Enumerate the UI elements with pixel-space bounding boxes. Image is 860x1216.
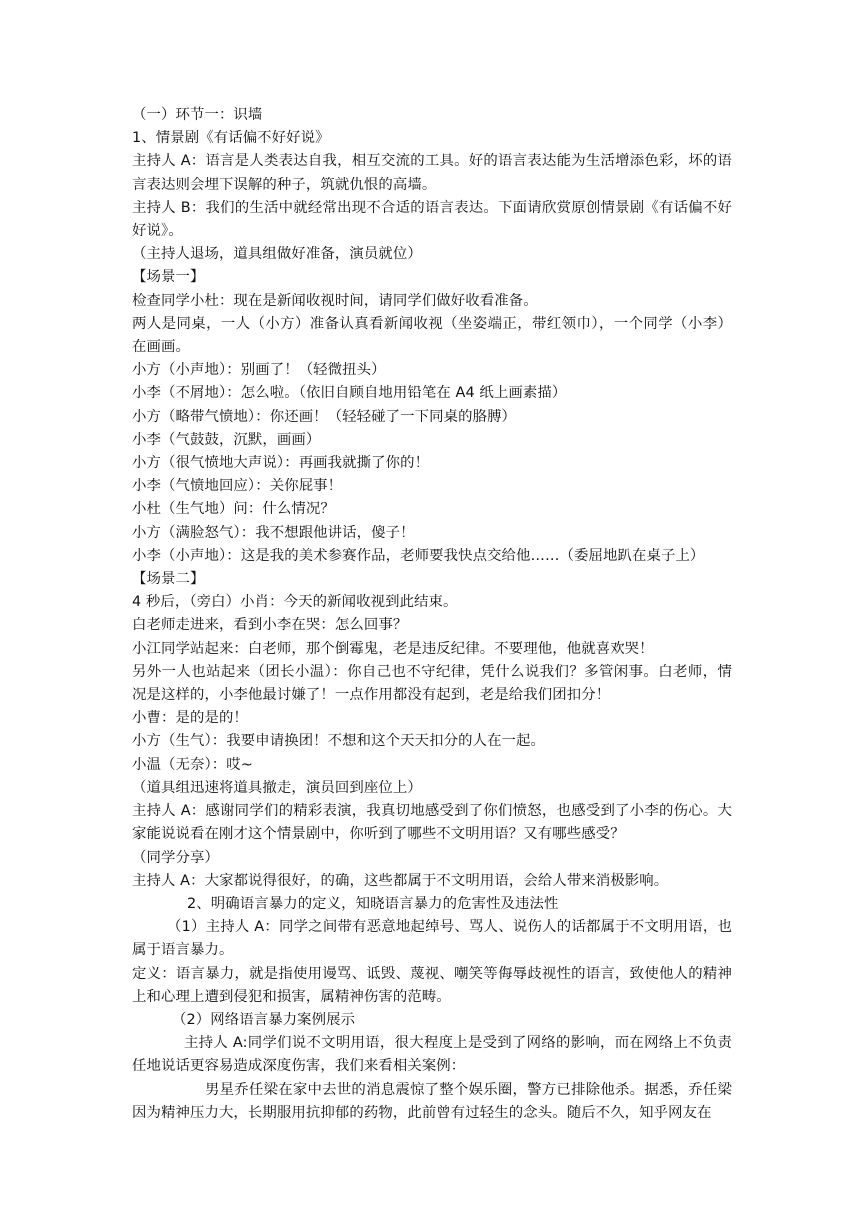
dialogue-line: 小方（满脸怒气）：我不想跟他讲话，傻子！ xyxy=(132,524,415,541)
dialogue-line: 小李（气愤地回应）：关你屁事！ xyxy=(132,478,343,495)
stage-direction: （同学分享） xyxy=(132,849,219,866)
paragraph: 主持人 A：语言是人类表达自我，相互交流的工具。好的语言表达能为生活增添色彩，坏的语言表达则会埋下误解的种子，筑就仇恨的高墙。 xyxy=(132,153,732,193)
dialogue-line: 小方（很气愤地大声说）：再画我就撕了你的！ xyxy=(132,455,430,472)
stage-direction: （道具组迅速将道具撤走，演员回到座位上） xyxy=(132,779,422,796)
paragraph: 主持人 A：感谢同学们的精彩表演，我真切地感受到了你们愤怒，也感受到了小李的伤心。大家能说说看在刚才这个情景剧中，你听到了哪些不文明用语？又有哪些感受？ xyxy=(132,803,732,843)
dialogue-line: 小温（无奈）：哎~ xyxy=(132,756,253,773)
paragraph: （1）主持人 A：同学之间带有恶意地起绰号、骂人、说伤人的话都属于不文明用语，也属于语言暴力。 xyxy=(132,919,732,959)
section-heading: （一）环节一：识墙 xyxy=(132,107,263,123)
dialogue-line: 小方（生气）：我要申请换团！不想和这个天天扣分的人在一起。 xyxy=(132,733,546,750)
dialogue-line: 小杜（生气地）问：什么情况？ xyxy=(132,501,335,518)
paragraph: 主持人 A:同学们说不文明用语，很大程度上是受到了网络的影响，而在网络上不负责任地说话更容易造成深度伤害，我们来看相关案例： xyxy=(132,1035,732,1075)
dialogue-line: 另外一人也站起来（团长小温）：你自己也不守纪律，凭什么说我们？多管闲事。白老师，情况是这样的，小李他最讨嫌了！一点作用都没有起到，老是给我们团扣分！ xyxy=(132,663,732,704)
stage-direction: （主持人退场，道具组做好准备，演员就位） xyxy=(132,246,422,263)
paragraph: 检查同学小杜：现在是新闻收视时间，请同学们做好收看准备。 xyxy=(132,292,538,309)
paragraph: 主持人 A：大家都说得很好，的确，这些都属于不文明用语，会给人带来消极影响。 xyxy=(132,872,669,889)
scene-heading: 【场景二】 xyxy=(132,571,205,588)
dialogue-line: 小方（小声地）：别画了！（轻微扭头） xyxy=(132,362,386,379)
dialogue-line: 小方（略带气愤地）：你还画！（轻轻碰了一下同桌的胳膊） xyxy=(132,408,517,425)
definition-paragraph: 定义：语言暴力，就是指使用谩骂、诋毁、蔑视、嘲笑等侮辱歧视性的语言，致使他人的精神上和心理上遭到侵犯和损害，属精神伤害的范畴。 xyxy=(132,965,732,1005)
subsection-heading: 2、明确语言暴力的定义，知晓语言暴力的危害性及违法性 xyxy=(187,895,559,912)
dialogue-line: 小江同学站起来：白老师，那个倒霉鬼，老是违反纪律。不要理他，他就喜欢哭！ xyxy=(132,640,654,657)
dialogue-line: 4 秒后，（旁白）小肖：今天的新闻收视到此结束。 xyxy=(132,594,458,611)
dialogue-line: 小李（小声地）：这是我的美术参赛作品，老师要我快点交给他……（委屈地趴在桌子上） xyxy=(132,547,705,564)
paragraph: 主持人 B：我们的生活中就经常出现不合适的语言表达。下面请欣赏原创情景剧《有话偏不好好说》。 xyxy=(132,199,732,240)
document-body xyxy=(132,104,732,1125)
dialogue-line: 白老师走进来，看到小李在哭：怎么回事？ xyxy=(132,617,408,634)
subsection-heading: （2）网络语言暴力案例展示 xyxy=(172,1011,356,1028)
dialogue-line: 小李（不屑地）：怎么啦。（依旧自顾自地用铅笔在 A4 纸上画素描） xyxy=(132,385,567,402)
paragraph: 两人是同桌，一人（小方）准备认真看新闻收视（坐姿端正，带红领巾），一个同学（小李）在画画。 xyxy=(132,315,732,356)
dialogue-line: 小曹：是的是的！ xyxy=(132,710,248,727)
case-paragraph: 男星乔任梁在家中去世的消息震惊了整个娱乐圈，警方已排除他杀。据悉，乔任梁因为精神压力大，长期服用抗抑郁的药物，此前曾有过轻生的念头。随后不久，知乎网友在 xyxy=(132,1081,732,1121)
scene-heading: 【场景一】 xyxy=(132,269,205,286)
dialogue-line: 小李（气鼓鼓，沉默，画画） xyxy=(132,431,321,448)
subsection-heading: 1、情景剧《有话偏不好好说》 xyxy=(132,130,330,147)
